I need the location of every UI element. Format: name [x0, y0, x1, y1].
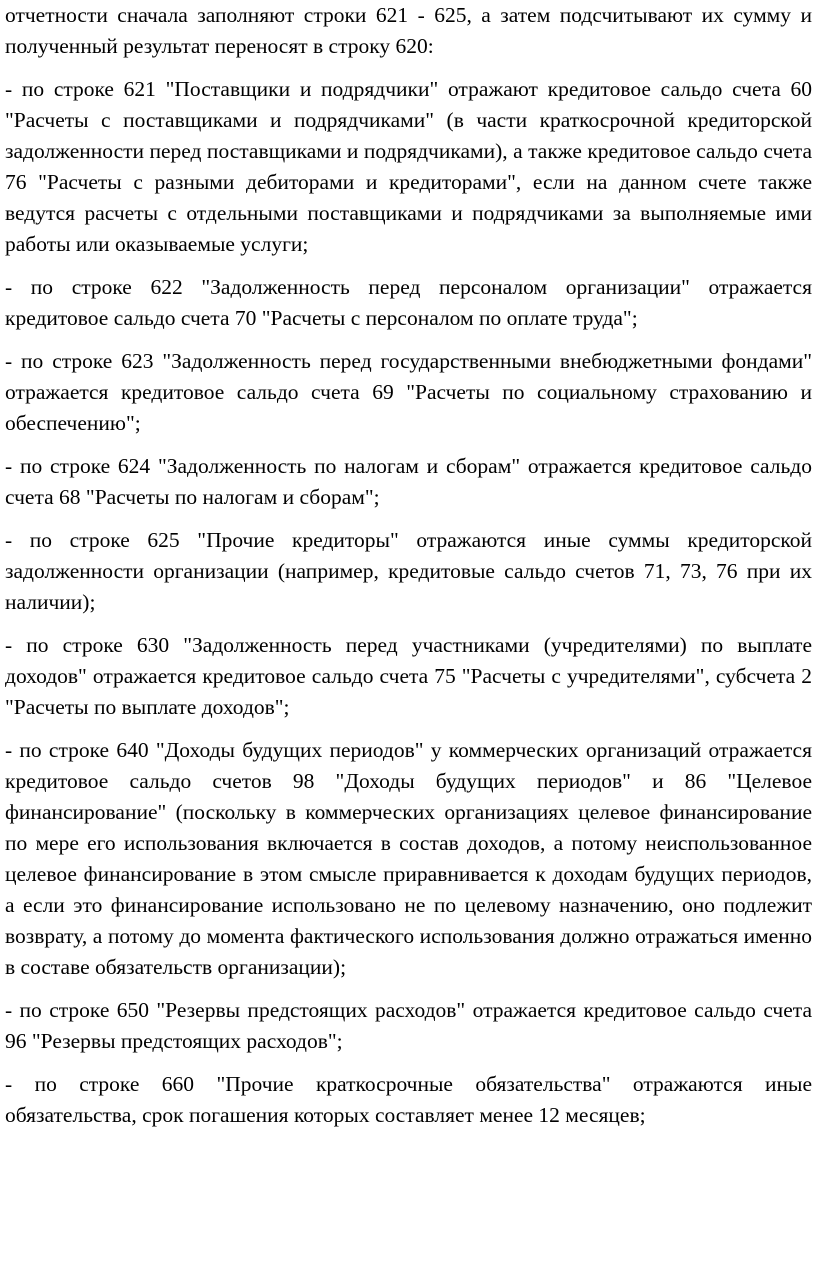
paragraph-line-621: - по строке 621 "Поставщики и подрядчики" отражают кредитовое сальдо счета 60 "Расчеты с поставщиками и подрядчиками" (в части краткосрочной кредиторской задолженности перед поставщиками и подрядчиками), а также кредитовое сальдо счета 76 "Расчеты с разными дебиторами и кредиторами", если на данном счете также ведутся расчеты с отдельными поставщиками и подрядчиками за выполняемые ими работы или оказываемые услуги; — [5, 77, 812, 256]
paragraph-line-650: - по строке 650 "Резервы предстоящих расходов" отражается кредитовое сальдо счета 96 "Резервы предстоящих расходов"; — [5, 998, 812, 1053]
paragraph-line-620-intro: отчетности сначала заполняют строки 621 - 625, а затем подсчитывают их сумму и полученный результат переносят в строку 620: — [5, 3, 812, 58]
paragraph-line-623: - по строке 623 "Задолженность перед государственными внебюджетными фондами" отражается кредитовое сальдо счета 69 "Расчеты по социальному страхованию и обеспечению"; — [5, 349, 812, 435]
paragraph-line-640: - по строке 640 "Доходы будущих периодов" у коммерческих организаций отражается кредитовое сальдо счетов 98 "Доходы будущих периодов" и 86 "Целевое финансирование" (поскольку в коммерческих организациях целевое финансирование по мере его использования включается в состав доходов, а потому неиспользованное целевое финансирование в этом смысле приравнивается к доходам будущих периодов, а если это финансирование использовано не по целевому назначению, оно подлежит возврату, а потому до момента фактического использования должно отражаться именно в составе обязательств организации); — [5, 738, 812, 979]
paragraph-line-622: - по строке 622 "Задолженность перед персоналом организации" отражается кредитовое сальдо счета 70 "Расчеты с персоналом по оплате труда"; — [5, 275, 812, 330]
paragraph-line-625: - по строке 625 "Прочие кредиторы" отражаются иные суммы кредиторской задолженности организации (например, кредитовые сальдо счетов 71, 73, 76 при их наличии); — [5, 528, 812, 614]
paragraph-line-624: - по строке 624 "Задолженность по налогам и сборам" отражается кредитовое сальдо счета 68 "Расчеты по налогам и сборам"; — [5, 454, 812, 509]
paragraph-line-630: - по строке 630 "Задолженность перед участниками (учредителями) по выплате доходов" отражается кредитовое сальдо счета 75 "Расчеты с учредителями", субсчета 2 "Расчеты по выплате доходов"; — [5, 633, 812, 719]
paragraph-line-660: - по строке 660 "Прочие краткосрочные обязательства" отражаются иные обязательства, срок погашения которых составляет менее 12 месяцев; — [5, 1072, 812, 1127]
